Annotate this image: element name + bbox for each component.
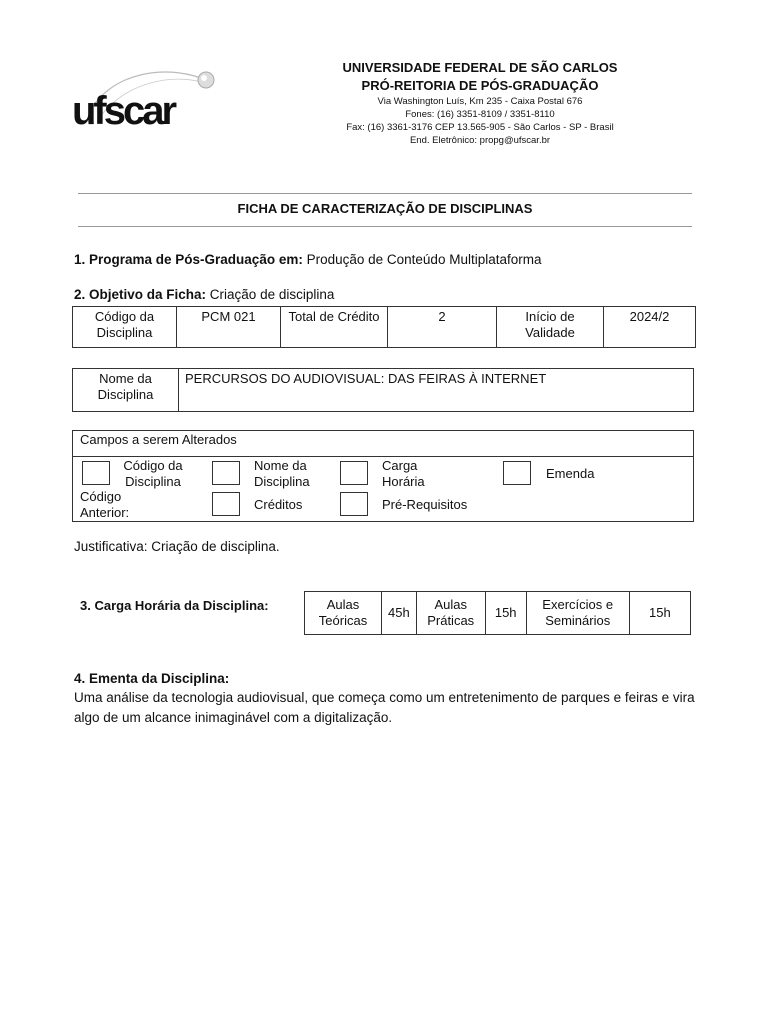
nome-label: Nome da Disciplina [73,369,179,412]
section-1-label: 1. Programa de Pós-Graduação em: [74,252,303,267]
praticas-value: 15h [485,592,526,635]
divider-bottom [78,226,692,227]
section-1 [74,252,542,267]
section-1-value: Produção de Conteúdo Multiplataforma [306,252,542,267]
phones-line: Fones: (16) 3351-8109 / 3351-8110 [405,109,555,120]
email-line: End. Eletrônico: propg@ufscar.br [409,135,551,146]
credito-value: 2 [388,307,497,348]
ementa-text: Uma análise da tecnologia audiovisual, que começa como um entretenimento de parques e feiras e vira algo de um alcance inimaginável com a digitalização. [74,690,695,725]
campos-title: Campos a serem Alterados [80,432,237,447]
discipline-name-table [72,368,694,412]
section-2 [74,287,334,302]
teoricas-value: 45h [382,592,417,635]
label-creditos: Créditos [254,497,303,512]
label-nome: Nome da Disciplina [254,458,310,489]
codigo-value: PCM 021 [177,307,281,348]
address-line: Via Washington Luís, Km 235 - Caixa Postal 676 [377,96,583,107]
checkbox-codigo[interactable] [82,461,110,485]
section-4-label: 4. Ementa da Disciplina: [74,671,230,686]
inicio-label: Início de Validade [497,307,604,348]
discipline-code-table [72,306,696,348]
codigo-label: Código da Disciplina [73,307,177,348]
label-codigo: Código da Disciplina [123,458,183,489]
label-ementa: Emenda [546,466,595,481]
praticas-label: Aulas Práticas [416,592,485,635]
ufscar-logo [70,62,230,142]
exercicios-value: 15h [629,592,690,635]
label-codigo-anterior: Código Anterior: [80,489,130,520]
checkbox-prerequisitos[interactable] [340,492,368,516]
section-2-label: 2. Objetivo da Ficha: [74,287,207,302]
exercicios-label: Exercícios e Seminários [526,592,629,635]
checkbox-nome[interactable] [212,461,240,485]
divider-top [78,193,692,194]
label-carga: Carga Horária [382,458,425,489]
document-title: FICHA DE CARACTERIZAÇÃO DE DISCIPLINAS [237,201,533,216]
department-name: PRÓ-REITORIA DE PÓS-GRADUAÇÃO [361,78,599,93]
teoricas-label: Aulas Teóricas [305,592,382,635]
logo-text: ufscar [72,89,175,133]
checkbox-carga[interactable] [340,461,368,485]
justificativa: Justificativa: Criação de disciplina. [74,539,280,554]
credito-label: Total de Crédito [281,307,388,348]
checkbox-creditos[interactable] [212,492,240,516]
carga-horaria-table [304,591,691,635]
university-name: UNIVERSIDADE FEDERAL DE SÃO CARLOS [342,60,618,75]
nome-value: PERCURSOS DO AUDIOVISUAL: DAS FEIRAS À INTERNET [179,369,694,412]
section-2-value: Criação de disciplina [209,287,335,302]
section-3-label: 3. Carga Horária da Disciplina: [80,598,269,613]
inicio-value: 2024/2 [604,307,696,348]
checkbox-ementa[interactable] [503,461,531,485]
label-prerequisitos: Pré-Requisitos [382,497,468,512]
fax-line: Fax: (16) 3361-3176 CEP 13.565-905 - São Carlos - SP - Brasil [346,122,614,133]
